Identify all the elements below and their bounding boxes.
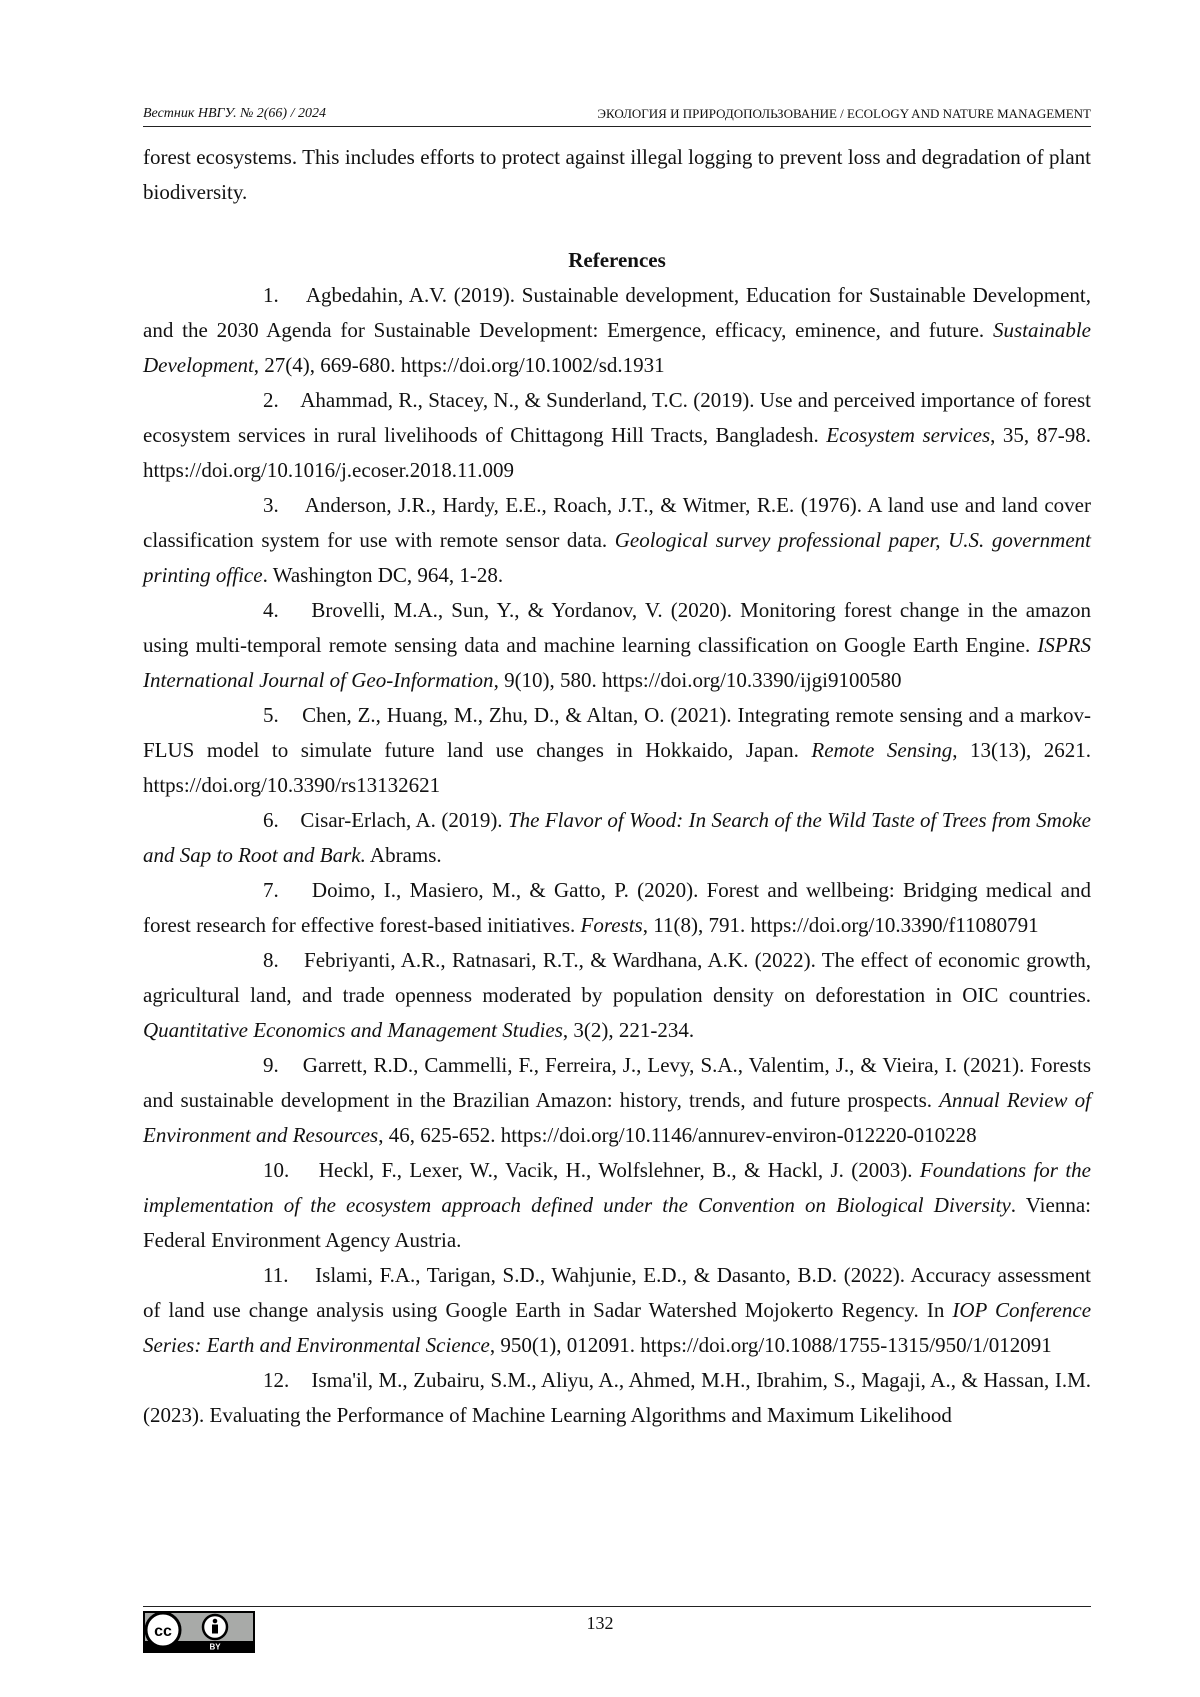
reference-item [143,593,1091,698]
reference-number: 11. [263,1263,289,1287]
reference-source-title: ISPRS International Journal of Geo-Information [143,633,1091,692]
reference-source-title: The Flavor of Wood: In Search of the Wild Taste of Trees from Smoke and Sap to Root and Bark. [143,808,1091,867]
reference-number: 2. [263,388,279,412]
reference-text: Doimo, I., Masiero, M., & Gatto, P. (2020). Forest and wellbeing: Bridging medical and forest research for effective forest-based initiatives. [143,878,1091,937]
reference-number: 6. [263,808,279,832]
reference-source-title: Foundations for the implementation of the ecosystem approach defined under the Convention on Biological Diversity [143,1158,1091,1217]
reference-text: Chen, Z., Huang, M., Zhu, D., & Altan, O. (2021). Integrating remote sensing and a markov-FLUS model to simulate future land use changes in Hokkaido, Japan. [143,703,1091,762]
references-heading: References [568,248,666,272]
reference-number: 7. [263,878,279,902]
reference-item [143,1048,1091,1153]
reference-source-title: Forests [580,913,643,937]
reference-details: , 27(4), 669-680. https://doi.org/10.1002/sd.1931 [253,353,665,377]
reference-item [143,488,1091,593]
reference-item [143,383,1091,488]
reference-item [143,278,1091,383]
reference-number: 9. [263,1053,279,1077]
reference-number: 4. [263,598,279,622]
article-body [143,140,1091,1433]
reference-text: Ahammad, R., Stacey, N., & Sunderland, T.C. (2019). Use and perceived importance of forest ecosystem services in rural livelihoods of Chittagong Hill Tracts, Bangladesh. [143,388,1092,447]
section-label: ЭКОЛОГИЯ И ПРИРОДОПОЛЬЗОВАНИЕ / ECOLOGY AND NATURE MANAGEMENT [597,106,1091,121]
reference-text: Febriyanti, A.R., Ratnasari, R.T., & Wardhana, A.K. (2022). The effect of economic growth, agricultural land, and trade openness moderated by population density on deforestation in OIC countries. [143,948,1091,1007]
reference-text: Cisar-Erlach, A. (2019). [300,808,508,832]
reference-text: Agbedahin, A.V. (2019). Sustainable development, Education for Sustainable Development, and the 2030 Agenda for Sustainable Development: Emergence, efficacy, eminence, and future. [143,283,1092,342]
reference-item [143,698,1091,803]
intro-paragraph: forest ecosystems. This includes efforts to protect against illegal logging to prevent loss and degradation of plant biodiversity. [143,145,1091,204]
reference-number: 5. [263,703,279,727]
reference-text: Isma'il, M., Zubairu, S.M., Aliyu, A., Ahmed, M.H., Ibrahim, S., Magaji, A., & Hassan, I.M. (2023). Evaluating the Performance of Machine Learning Algorithms and Maximum Likelihood [143,1368,1091,1427]
reference-source-title: Ecosystem services [826,423,991,447]
reference-source-title: Quantitative Economics and Management Studies [143,1018,563,1042]
running-header [143,102,1091,127]
reference-details: , 9(10), 580. https://doi.org/10.3390/ijgi9100580 [493,668,902,692]
reference-details: , 950(1), 012091. https://doi.org/10.1088/1755-1315/950/1/012091 [489,1333,1052,1357]
reference-source-title: IOP Conference Series: Earth and Environmental Science [143,1298,1092,1357]
reference-number: 1. [263,283,279,307]
reference-text: Heckl, F., Lexer, W., Vacik, H., Wolfslehner, B., & Hackl, J. (2003). [318,1158,920,1182]
reference-details: , 46, 625-652. https://doi.org/10.1146/annurev-environ-012220-010228 [378,1123,977,1147]
reference-item [143,803,1091,873]
reference-text: Islami, F.A., Tarigan, S.D., Wahjunie, E.D., & Dasanto, B.D. (2022). Accuracy assessment of land use change analysis using Google Earth in Sadar Watershed Mojokerto Regency. In [143,1263,1091,1322]
reference-details: . Washington DC, 964, 1-28. [262,563,504,587]
reference-details: Abrams. [365,843,442,867]
svg-text:cc: cc [154,1623,172,1640]
reference-details: . Vienna: Federal Environment Agency Austria. [143,1193,1091,1252]
reference-text: Brovelli, M.A., Sun, Y., & Yordanov, V. (2020). Monitoring forest change in the amazon using multi-temporal remote sensing data and machine learning classification on Google Earth Engine. [143,598,1092,657]
reference-list [143,278,1091,1433]
reference-text: Anderson, J.R., Hardy, E.E., Roach, J.T., & Witmer, R.E. (1976). A land use and land cover classification system for use with remote sensor data. [143,493,1091,552]
reference-number: 3. [263,493,279,517]
reference-details: , 11(8), 791. https://doi.org/10.3390/f11080791 [642,913,1039,937]
reference-item [143,1153,1091,1258]
reference-number: 10. [263,1158,290,1182]
reference-number: 12. [263,1368,290,1392]
reference-source-title: Remote Sensing [811,738,953,762]
reference-details: , 13(13), 2621. https://doi.org/10.3390/rs13132621 [143,738,1091,797]
reference-number: 8. [263,948,279,972]
reference-source-title: Annual Review of Environment and Resources [143,1088,1091,1147]
reference-details: , 35, 87-98. https://doi.org/10.1016/j.ecoser.2018.11.009 [143,423,1091,482]
reference-source-title: Sustainable Development [143,318,1091,377]
reference-source-title: Geological survey professional paper, U.S. government printing office [143,528,1091,587]
journal-issue-label: Вестник НВГУ. № 2(66) / 2024 [143,106,326,121]
reference-item [143,1258,1091,1363]
reference-text: Garrett, R.D., Cammelli, F., Ferreira, J., Levy, S.A., Valentim, J., & Vieira, I. (2021). Forests and sustainable development in the Brazilian Amazon: history, trends, and future prospects. [143,1053,1092,1112]
footer-rule [143,1606,1091,1607]
page-number: 132 [586,1613,614,1633]
reference-item [143,873,1091,943]
svg-text:BY: BY [209,1642,221,1652]
reference-details: , 3(2), 221-234. [562,1018,695,1042]
reference-item [143,1363,1091,1433]
reference-item [143,943,1091,1048]
